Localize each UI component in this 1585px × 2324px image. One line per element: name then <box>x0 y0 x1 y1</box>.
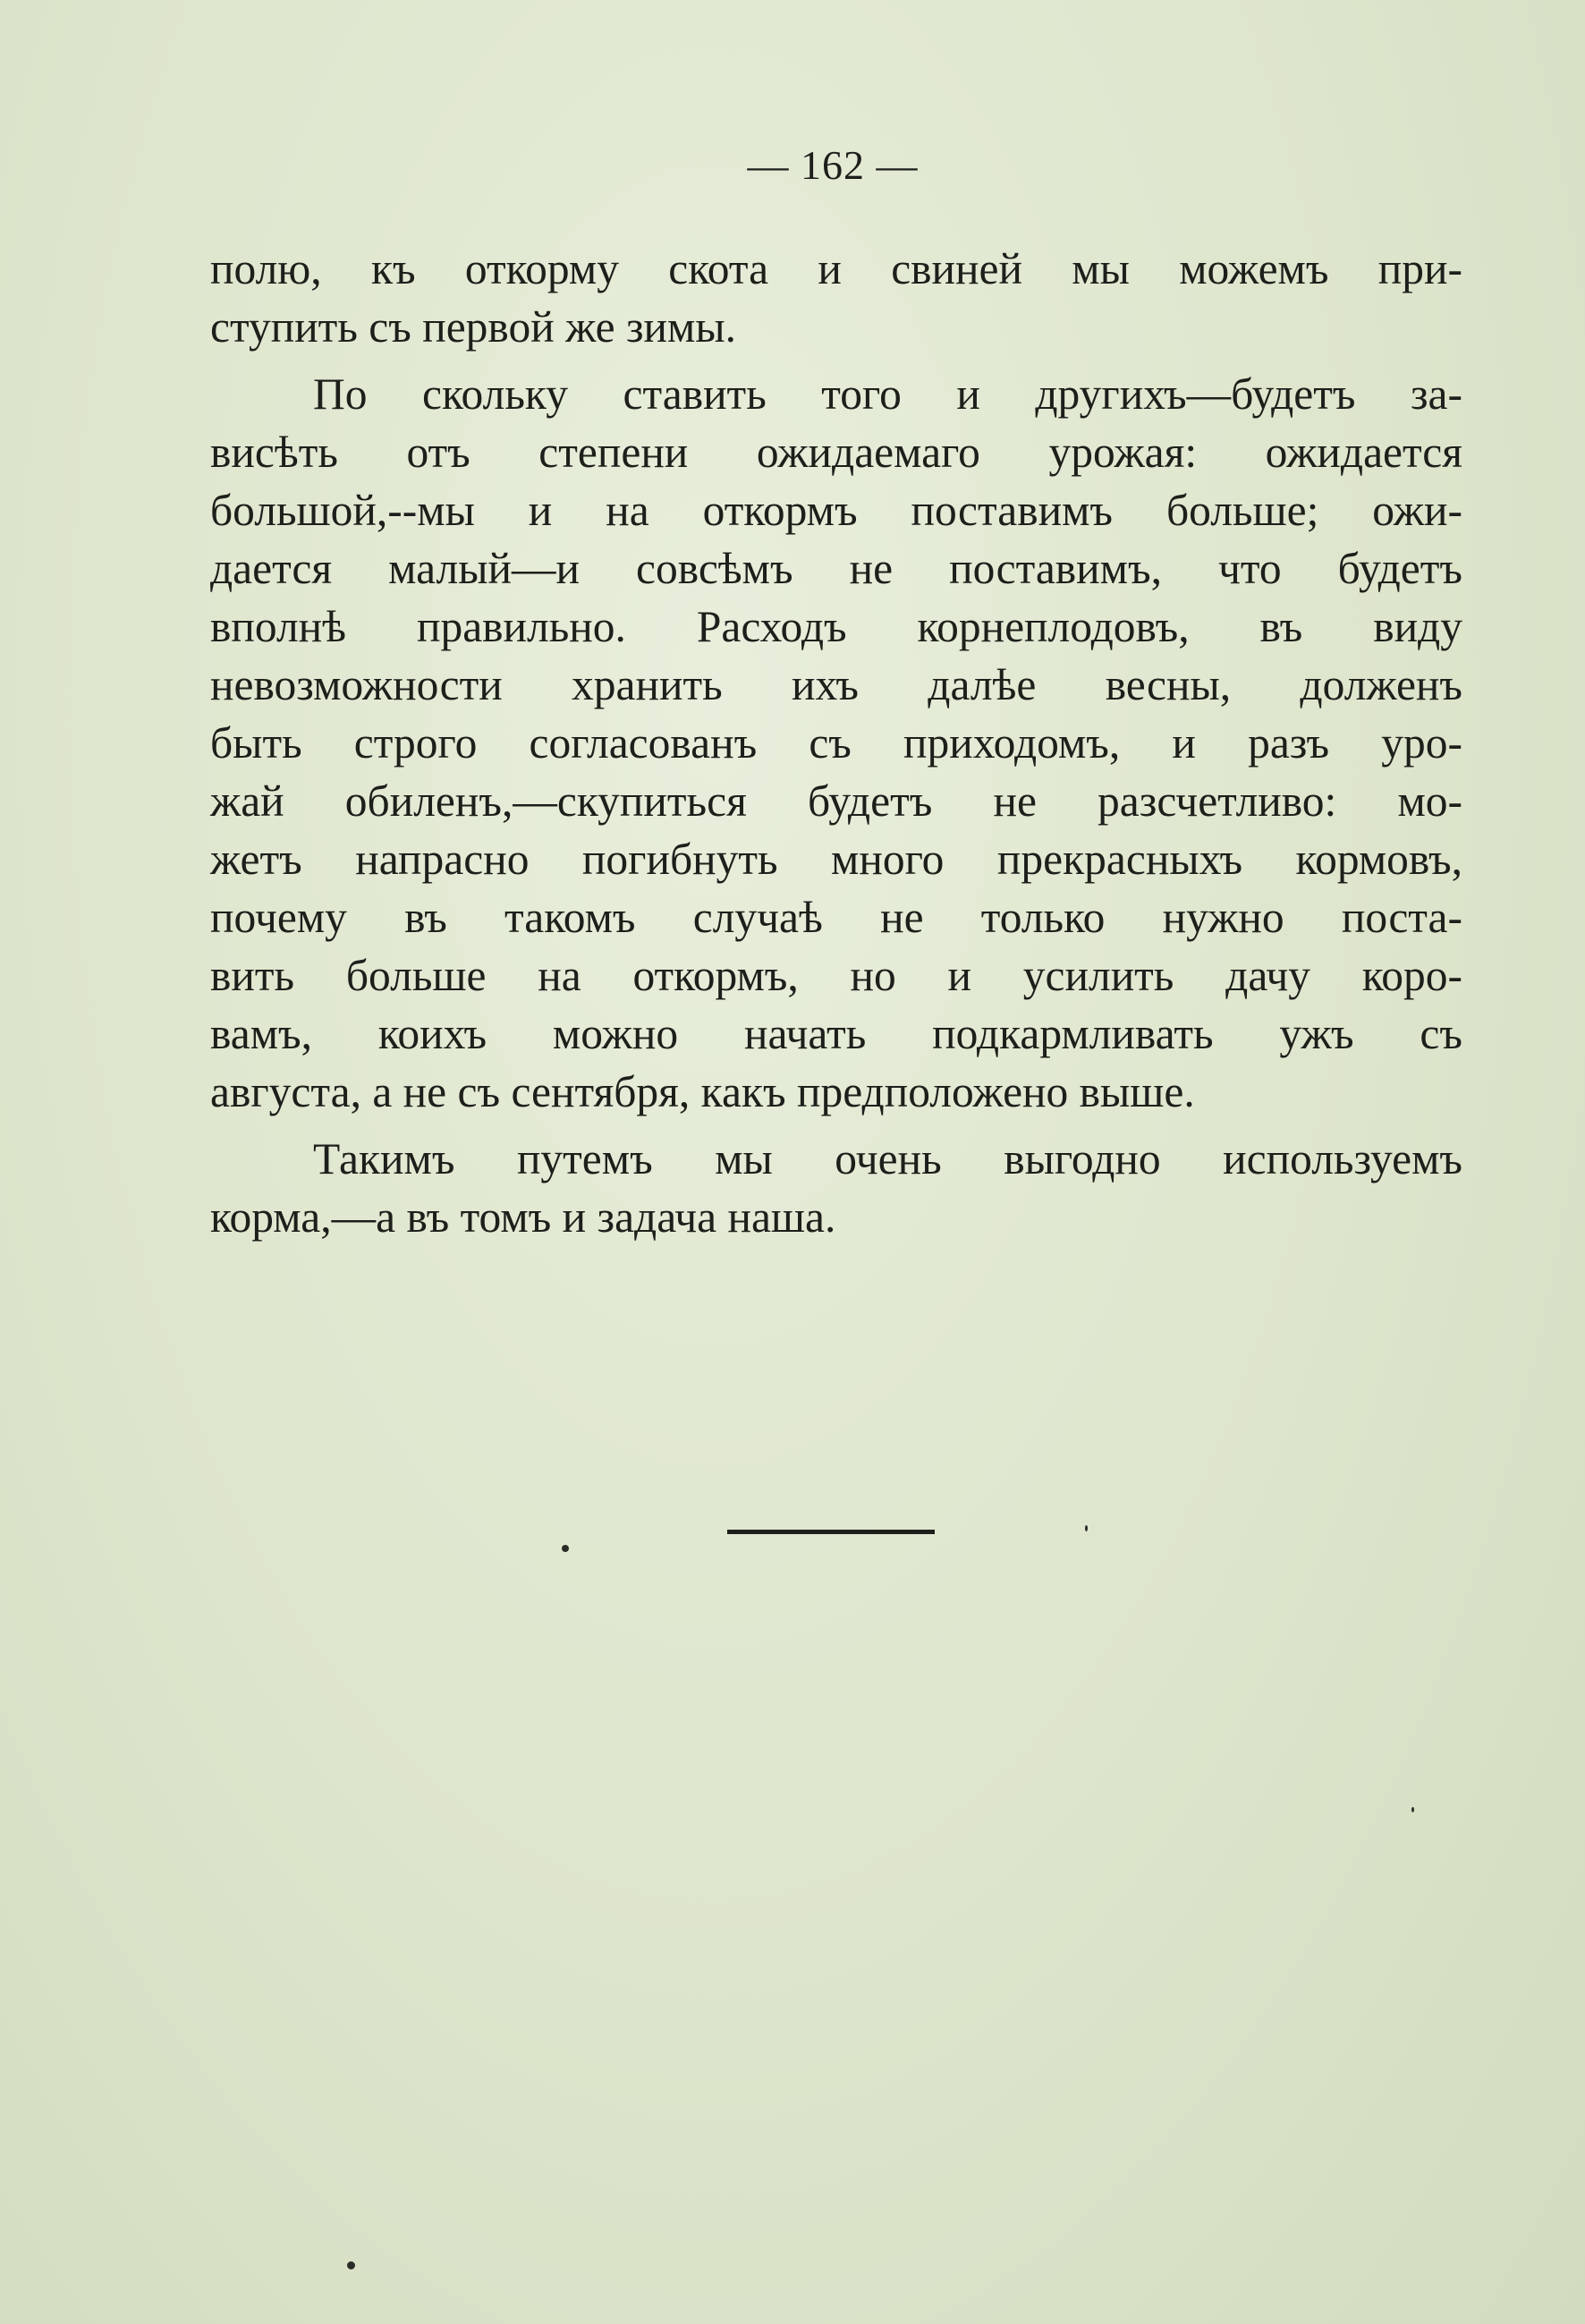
text-line: большой,--мы и на откормъ поставимъ больше; ожи- <box>210 486 1462 535</box>
text-line: вамъ, коихъ можно начать подкармливать ужъ съ <box>210 1009 1462 1058</box>
text-line: невозможности хранить ихъ далѣе весны, долженъ <box>210 660 1462 709</box>
text-line: жетъ напрасно погибнуть много прекрасныхъ кормовъ, <box>210 835 1462 884</box>
paper-speck <box>1411 1807 1414 1812</box>
text-line: висѣть отъ степени ожидаемаго урожая: ожидается <box>210 428 1462 477</box>
text-line: вить больше на откормъ, но и усилить дачу коро- <box>210 951 1462 1000</box>
paragraph <box>210 365 1462 1121</box>
text-line: быть строго согласованъ съ приходомъ, и разъ уро- <box>210 718 1462 768</box>
body-text <box>210 240 1462 1255</box>
text-line: корма,—а въ томъ и задача наша. <box>210 1192 836 1242</box>
text-line: вполнѣ правильно. Расходъ корнеплодовъ, въ виду <box>210 602 1462 651</box>
paper-speck <box>1085 1525 1088 1531</box>
paper-speck <box>347 2261 355 2269</box>
text-line: жай обиленъ,—скупиться будетъ не разсчетливо: мо- <box>210 776 1462 826</box>
end-of-section-rule <box>727 1530 935 1534</box>
text-line: Такимъ путемъ мы очень выгодно используемъ <box>313 1134 1462 1183</box>
text-line: почему въ такомъ случаѣ не только нужно поста- <box>210 893 1462 942</box>
paper-speck <box>562 1545 569 1552</box>
page-number: — 162 — <box>747 142 919 188</box>
text-line: полю, къ откорму скота и свиней мы можемъ при- <box>210 244 1462 293</box>
text-line: дается малый—и совсѣмъ не поставимъ, что будетъ <box>210 544 1462 593</box>
text-line: По скольку ставить того и другихъ—будетъ за- <box>313 369 1462 419</box>
text-line: ступить съ первой же зимы. <box>210 302 736 352</box>
paragraph <box>210 1130 1462 1246</box>
text-line: августа, а не съ сентября, какъ предположено выше. <box>210 1067 1195 1116</box>
paragraph <box>210 240 1462 356</box>
